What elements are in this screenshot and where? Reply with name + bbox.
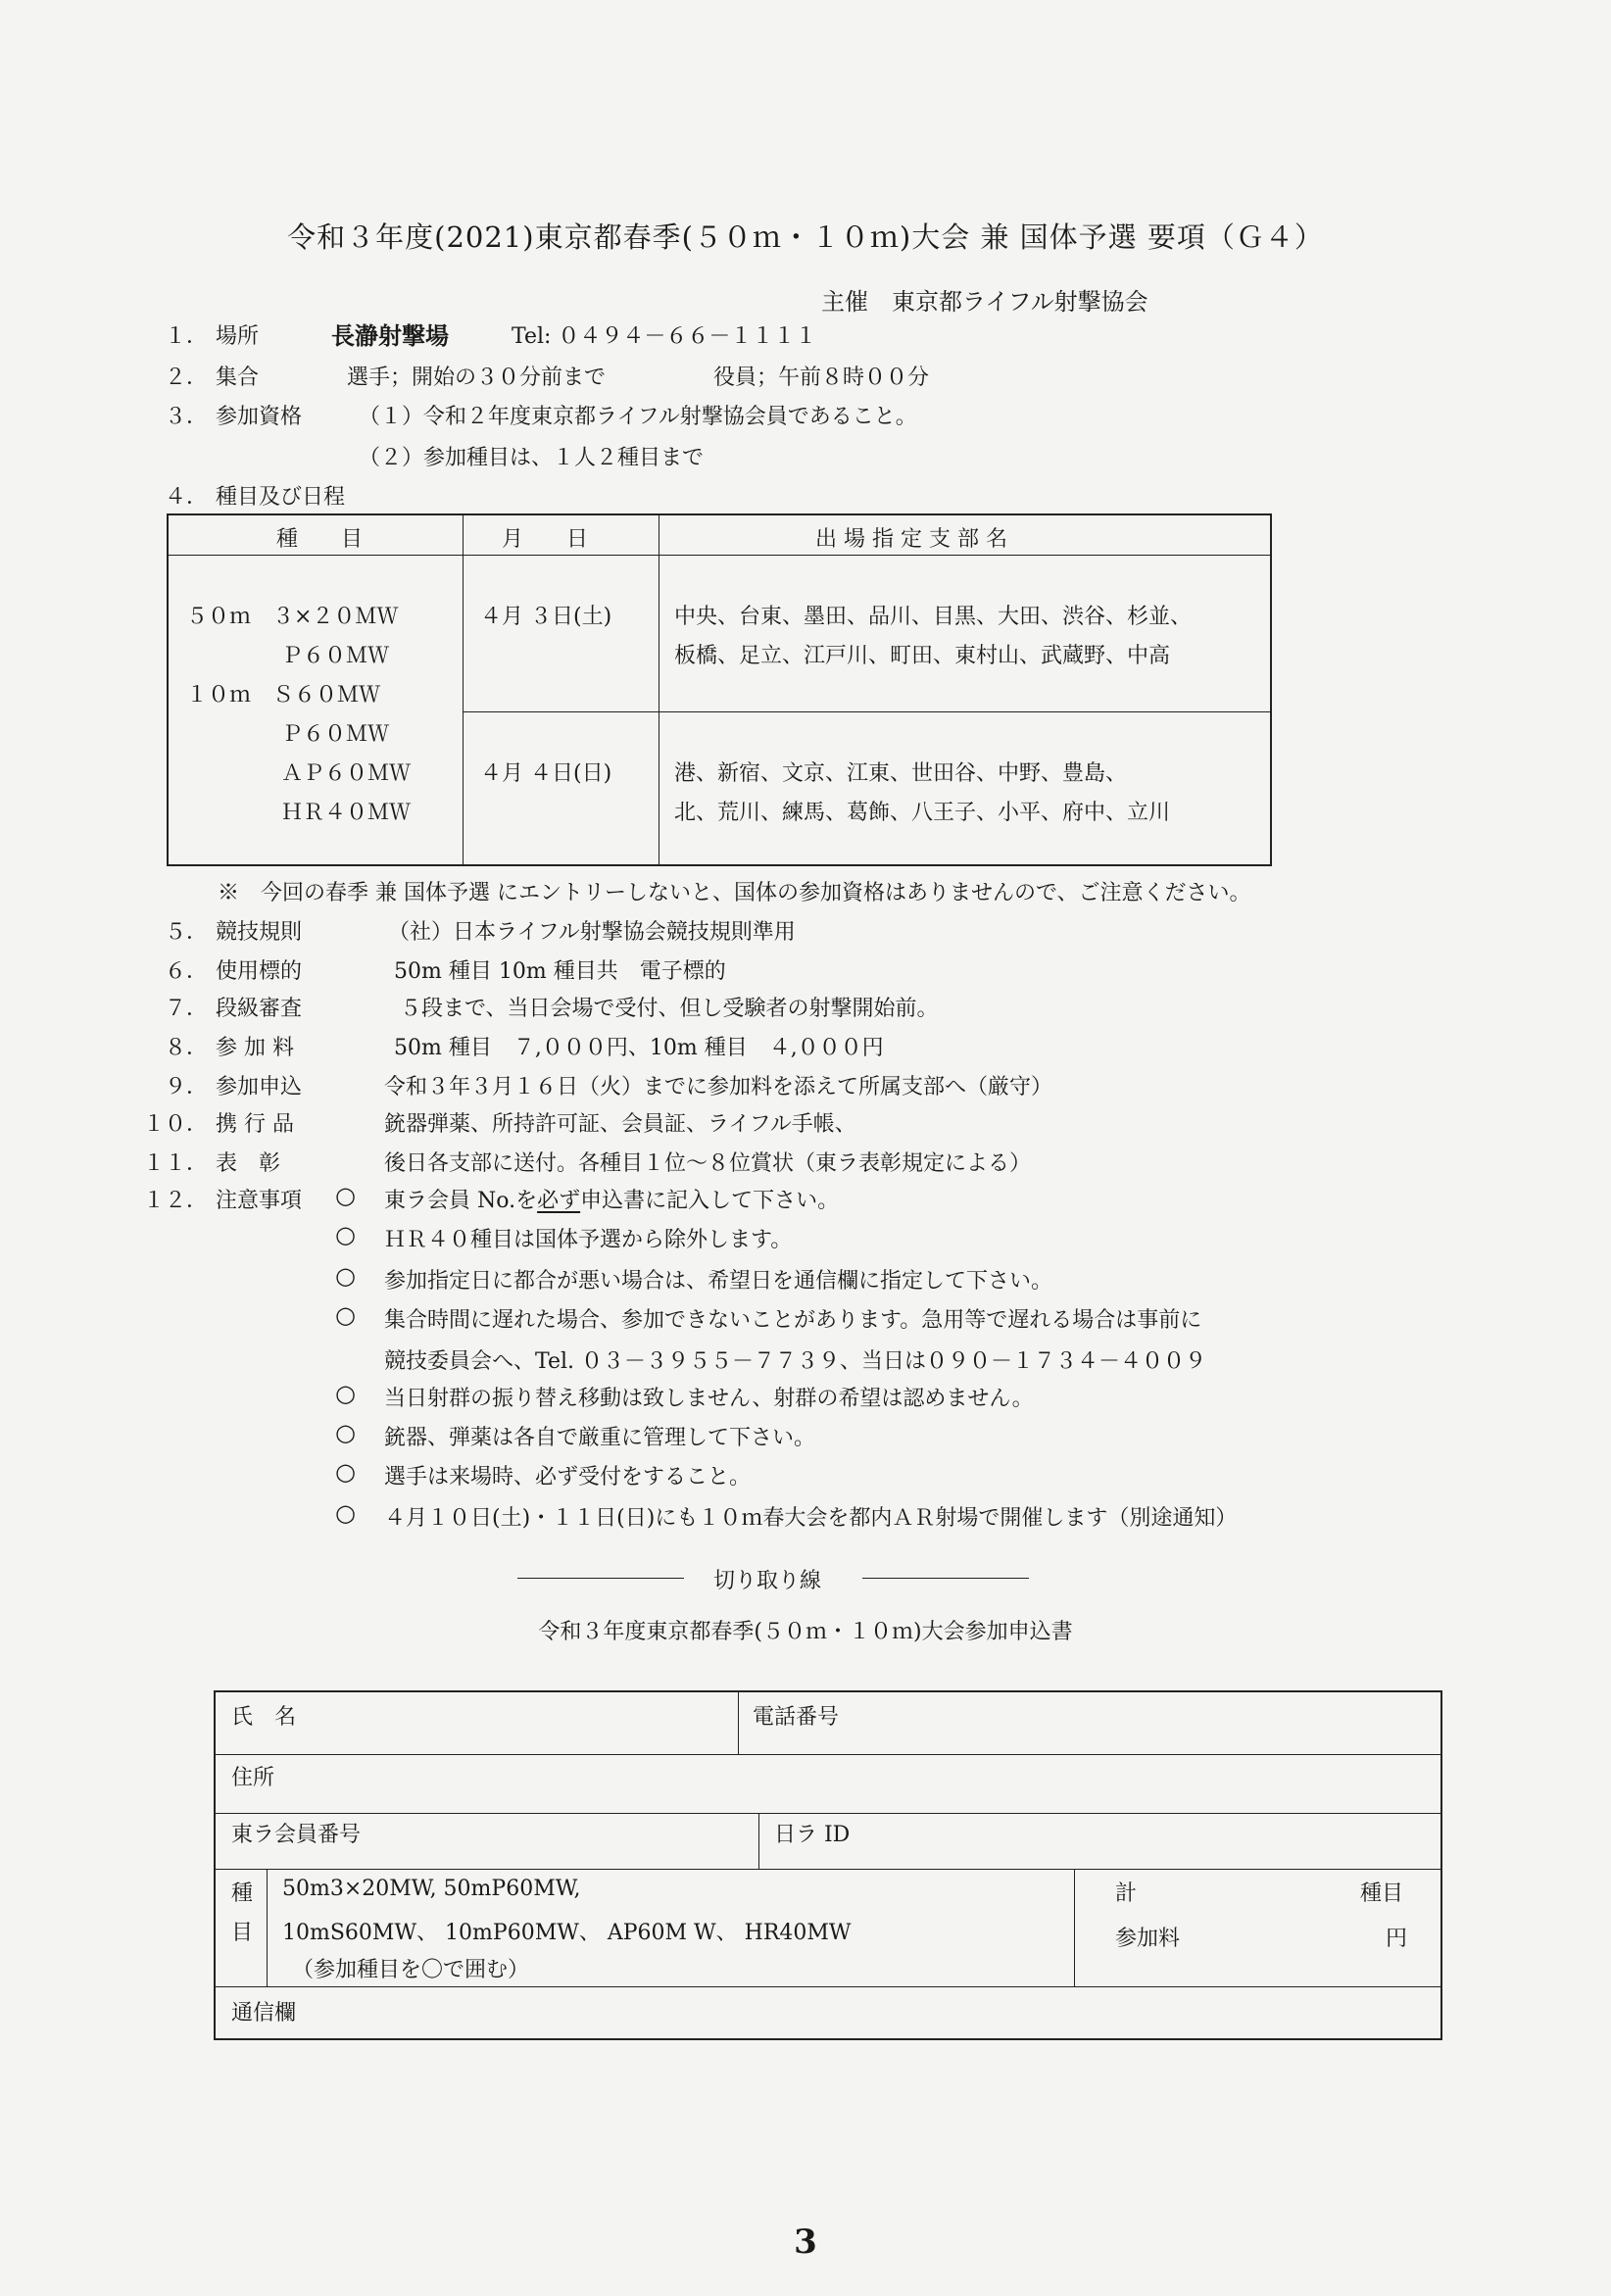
day-date: ４月 ４日(日) xyxy=(480,761,612,786)
address-label: 住所 xyxy=(231,1766,275,1790)
bullet-icon: ○ xyxy=(335,1262,356,1290)
day-branches: 板橋、足立、江戸川、町田、東村山、武蔵野、中高 xyxy=(674,644,1171,668)
header-branches: 出 場 指 定 支 部 名 xyxy=(815,527,1007,552)
section-label: 注意事項 xyxy=(216,1189,303,1213)
events-col-label: 種 xyxy=(231,1881,254,1906)
entry-note: ※ 今回の春季 兼 国体予選 にエントリーしないと、国体の参加資格はありませんので、ご注意ください。 xyxy=(218,881,1251,905)
day-branches: 中央、台東、墨田、品川、目黒、大田、渋谷、杉並、 xyxy=(674,605,1193,629)
note-item: 当日射群の振り替え移動は致しません、射群の希望は認めません。 xyxy=(384,1387,1034,1411)
section-label: 参加申込 xyxy=(216,1075,303,1099)
section-label: 種目及び日程 xyxy=(216,485,346,510)
note-emphasis: 必ず xyxy=(537,1189,581,1213)
day-date: ４月 ３日(土) xyxy=(480,605,612,629)
section-value: 後日各支部に送付。各種目１位～８位賞状（東ラ表彰規定による） xyxy=(384,1151,1032,1176)
venue-tel: Tel: ０４９４－６６－１１１１ xyxy=(512,324,817,349)
cut-line-left xyxy=(517,1578,684,1579)
section-number: １２． xyxy=(142,1189,208,1213)
venue-name: 長瀞射撃場 xyxy=(331,321,449,350)
section-value: （社）日本ライフル射撃協会競技規則準用 xyxy=(388,920,796,945)
bullet-icon: ○ xyxy=(335,1499,356,1527)
section-number: １０． xyxy=(142,1112,208,1137)
note-text: 申込書に記入して下さい。 xyxy=(580,1189,840,1213)
form-divider xyxy=(267,1869,268,1986)
day-branches: 港、新宿、文京、江東、世田谷、中野、豊島、 xyxy=(674,761,1128,786)
remarks-label: 通信欄 xyxy=(231,2001,297,2026)
note-item: 選手は来場時、必ず受付をすること。 xyxy=(384,1465,752,1490)
section-value: ５段まで、当日会場で受付、但し受験者の射撃開始前。 xyxy=(400,997,939,1021)
phone-label: 電話番号 xyxy=(753,1705,840,1730)
bullet-icon: ○ xyxy=(335,1380,356,1407)
table-divider xyxy=(463,711,1270,712)
note-item: 銃器、弾薬は各自で厳重に管理して下さい。 xyxy=(384,1426,816,1450)
page-number: 3 xyxy=(794,2223,817,2262)
total-label: 計 xyxy=(1115,1881,1138,1906)
form-divider xyxy=(216,1869,1440,1870)
name-label: 氏 名 xyxy=(231,1705,297,1730)
events-instruction: （参加種目を〇で囲む） xyxy=(292,1958,530,1982)
events-col-label: 目 xyxy=(231,1921,254,1945)
note-item: 参加指定日に都合が悪い場合は、希望日を通信欄に指定して下さい。 xyxy=(384,1269,1053,1294)
events-options: 10mS60MW、 10mP60MW、 AP60M W、 HR40MW xyxy=(282,1921,852,1945)
eligibility-2: （２）参加種目は、１人２種目まで xyxy=(359,446,705,470)
note-text: 東ラ会員 No.を xyxy=(384,1189,538,1213)
eligibility-1: （１）令和２年度東京都ライフル射撃協会員であること。 xyxy=(359,405,917,429)
form-divider xyxy=(216,1754,1440,1755)
form-divider xyxy=(1074,1869,1075,1986)
section-label: 表 彰 xyxy=(216,1151,281,1176)
note-item: ＨＲ４０種目は国体予選から除外します。 xyxy=(384,1228,793,1252)
fee-label: 参加料 xyxy=(1115,1927,1181,1951)
section-value: 50m 種目 10m 種目共 電子標的 xyxy=(394,959,726,984)
section-label: 集合 xyxy=(216,366,260,390)
note-item-cont: 競技委員会へ、Tel. ０３－３９５５－７７３９、当日は０９０－１７３４－４００９ xyxy=(384,1349,1207,1374)
section-value: 50m 種目 ７,０００円、10m 種目 ４,０００円 xyxy=(394,1036,884,1060)
event-line: ＡＰ６０ＭＷ xyxy=(281,761,412,786)
section-number: ２． xyxy=(164,366,208,390)
section-number: ３． xyxy=(164,405,208,429)
event-line: Ｐ６０ＭＷ xyxy=(281,722,390,747)
section-number: １１． xyxy=(142,1151,208,1176)
event-line: ５０ｍ ３×２０ＭＷ xyxy=(186,605,399,629)
bullet-icon: ○ xyxy=(335,1458,356,1486)
note-item: ４月１０日(土)・１１日(日)にも１０ｍ春大会を都内ＡＲ射場で開催します（別途通知） xyxy=(384,1506,1238,1531)
form-divider xyxy=(216,1813,1440,1814)
assembly-athletes: 選手；開始の３０分前まで xyxy=(347,366,607,390)
section-label: 参 加 料 xyxy=(216,1036,294,1060)
cut-line-right xyxy=(862,1578,1029,1579)
form-divider xyxy=(738,1692,739,1754)
event-line: ＨＲ４０ＭＷ xyxy=(281,801,412,825)
bullet-icon: ○ xyxy=(335,1301,356,1329)
table-divider xyxy=(463,515,464,864)
organizer: 主催 東京都ライフル射撃協会 xyxy=(821,288,1148,316)
section-number: ４． xyxy=(164,485,208,510)
event-line: １０ｍ Ｓ６０ＭＷ xyxy=(186,683,381,708)
fee-unit: 円 xyxy=(1386,1927,1408,1951)
section-value: 令和３年３月１６日（火）までに参加料を添えて所属支部へ（厳守） xyxy=(384,1075,1053,1099)
note-item xyxy=(384,1184,839,1214)
schedule-table xyxy=(167,513,1272,866)
form-title: 令和３年度東京都春季(５０ｍ・１０ｍ)大会参加申込書 xyxy=(538,1620,1073,1644)
tokyo-member-label: 東ラ会員番号 xyxy=(231,1823,362,1847)
table-divider xyxy=(169,555,1270,556)
section-label: 参加資格 xyxy=(216,405,303,429)
entry-form xyxy=(214,1690,1442,2040)
form-divider xyxy=(758,1813,759,1869)
bullet-icon: ○ xyxy=(335,1182,356,1209)
section-number: １． xyxy=(164,324,208,349)
section-number: ８． xyxy=(164,1036,208,1060)
events-options: 50m3×20MW, 50mP60MW, xyxy=(282,1877,581,1901)
header-date: 月 日 xyxy=(502,527,589,552)
bullet-icon: ○ xyxy=(335,1419,356,1446)
section-label: 場所 xyxy=(216,324,260,349)
note-item: 集合時間に遅れた場合、参加できないことがあります。急用等で遅れる場合は事前に xyxy=(384,1308,1202,1333)
section-label: 携 行 品 xyxy=(216,1112,294,1137)
section-label: 競技規則 xyxy=(216,920,303,945)
day-branches: 北、荒川、練馬、葛飾、八王子、小平、府中、立川 xyxy=(674,801,1171,825)
form-divider xyxy=(216,1986,1440,1987)
section-number: ９． xyxy=(164,1075,208,1099)
section-label: 使用標的 xyxy=(216,959,303,984)
section-value: 銃器弾薬、所持許可証、会員証、ライフル手帳、 xyxy=(384,1112,856,1137)
bullet-icon: ○ xyxy=(335,1221,356,1248)
section-number: ５． xyxy=(164,920,208,945)
section-label: 段級審査 xyxy=(216,997,303,1021)
jra-id-label: 日ラ ID xyxy=(774,1823,851,1847)
cut-line-label: 切り取り線 xyxy=(713,1569,822,1593)
header-event: 種 目 xyxy=(276,527,364,552)
section-number: ６． xyxy=(164,959,208,984)
assembly-officials: 役員；午前８時００分 xyxy=(713,366,930,390)
document-title: 令和３年度(2021)東京都春季(５０ｍ・１０ｍ)大会 兼 国体予選 要項（Ｇ４） xyxy=(287,220,1324,254)
total-unit: 種目 xyxy=(1360,1881,1404,1906)
event-line: Ｐ６０ＭＷ xyxy=(281,644,390,668)
section-number: ７． xyxy=(164,997,208,1021)
